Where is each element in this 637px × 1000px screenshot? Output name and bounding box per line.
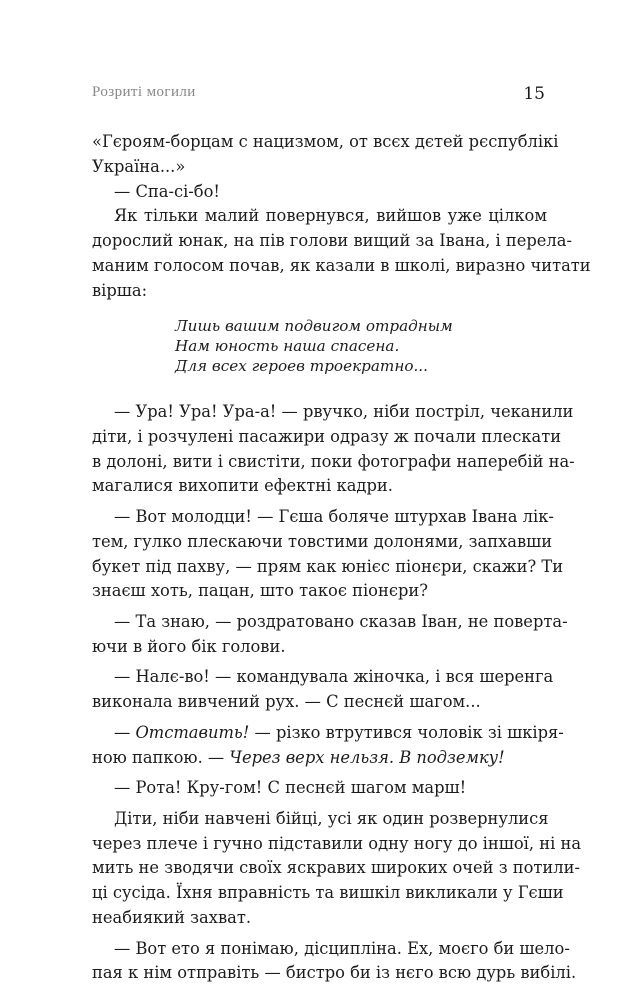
text-line: — Ура! Ура! Ура-а! — рвучко, ніби постріл, чеканили: [114, 402, 574, 421]
paragraph: [92, 180, 547, 205]
text-line: ці сусіда. Їхня вправність та вишкіл викликали у Гєши: [92, 883, 564, 903]
text-line: ючи в його бік голови.: [92, 636, 286, 656]
paragraph: [92, 665, 554, 715]
text-segment: ною папкою. —: [92, 747, 230, 767]
text-line: мить не зводячи своїх яскравих широких очей з потили-: [92, 858, 580, 878]
text-line: вірша:: [92, 280, 148, 300]
text-line: знаєш хоть, пацан, што такоє піонєри?: [92, 581, 428, 601]
text-line: діти, і розчулені пасажири одразу ж почали плескати: [92, 426, 562, 446]
text-line: — Та знаю, — роздратовано сказав Іван, не поверта-: [114, 611, 568, 631]
text-line: — Рота! Кру-гом! С песнєй шагом марш!: [114, 778, 467, 798]
paragraph: [92, 807, 582, 931]
poem-line: Для всех героев троекратно...: [175, 357, 428, 376]
text-line: через плече і гучно підставили одну ногу до іншої, ні на: [92, 833, 582, 853]
text-line: виконала вивчений рух. — С песнєй шагом...: [92, 692, 481, 712]
text-line: Україна...»: [92, 156, 186, 176]
text-line: дорослий юнак, на пів голови вищий за Івана, і перела-: [92, 231, 572, 251]
paragraph: [92, 130, 559, 180]
paragraph: [92, 721, 564, 771]
paragraph: [92, 610, 568, 660]
body-text-top: [92, 130, 591, 304]
italic-phrase: — Отставить!: [114, 722, 250, 742]
body-text-bottom: [92, 400, 582, 986]
paragraph: [92, 400, 575, 499]
text-line: — Спа-сі-бо!: [114, 181, 220, 201]
text-line: пая к нім отправіть — бистро би із нєго всю дурь вибілі.: [92, 963, 577, 983]
running-title: Розриті могили: [92, 84, 196, 100]
text-line: «Гєроям-борцам с нацизмом, от всєх дєтей рєспублікі: [92, 132, 559, 151]
paragraph: [92, 204, 591, 303]
text-line: в долоні, вити і свистіти, поки фотографи наперебій на-: [92, 451, 575, 471]
text-line: [92, 746, 547, 771]
text-line: маним голосом почав, як казали в школі, виразно читати: [92, 255, 591, 275]
italic-phrase: Через верх нельзя. В подземку!: [229, 747, 505, 767]
text-line: магалися вихопити ефектні кадри.: [92, 476, 393, 496]
text-line: Діти, ніби навчені бійці, усі як один розвернулися: [114, 808, 549, 828]
poem-quote: [175, 316, 453, 377]
poem-line: Нам юность наша спасена.: [175, 337, 400, 356]
text-line: Як тільки малий повернувся, вийшов уже цілком: [114, 206, 547, 226]
paragraph: [92, 937, 577, 987]
text-line: — Налє-во! — командувала жіночка, і вся шеренга: [114, 667, 554, 687]
text-line: — Вот молодци! — Гєша боляче штурхав Івана лік-: [114, 506, 554, 526]
text-line: [92, 721, 564, 746]
text-line: неабиякий захват.: [92, 907, 251, 927]
paragraph: [92, 505, 564, 604]
text-segment: — різко втрутився чоловік зі шкіря-: [249, 722, 564, 742]
page-number: 15: [523, 84, 545, 104]
paragraph: [92, 776, 547, 801]
text-line: — Вот ето я понімаю, дісципліна. Ех, моєго би шело-: [114, 938, 570, 958]
text-line: букет під пахву, — прям как юнієс піонєри, скажи? Ти: [92, 556, 564, 576]
poem-line: Лишь вашим подвигом отрадным: [175, 317, 453, 335]
text-line: тем, гулко плескаючи товстими долонями, запхавши: [92, 531, 553, 551]
